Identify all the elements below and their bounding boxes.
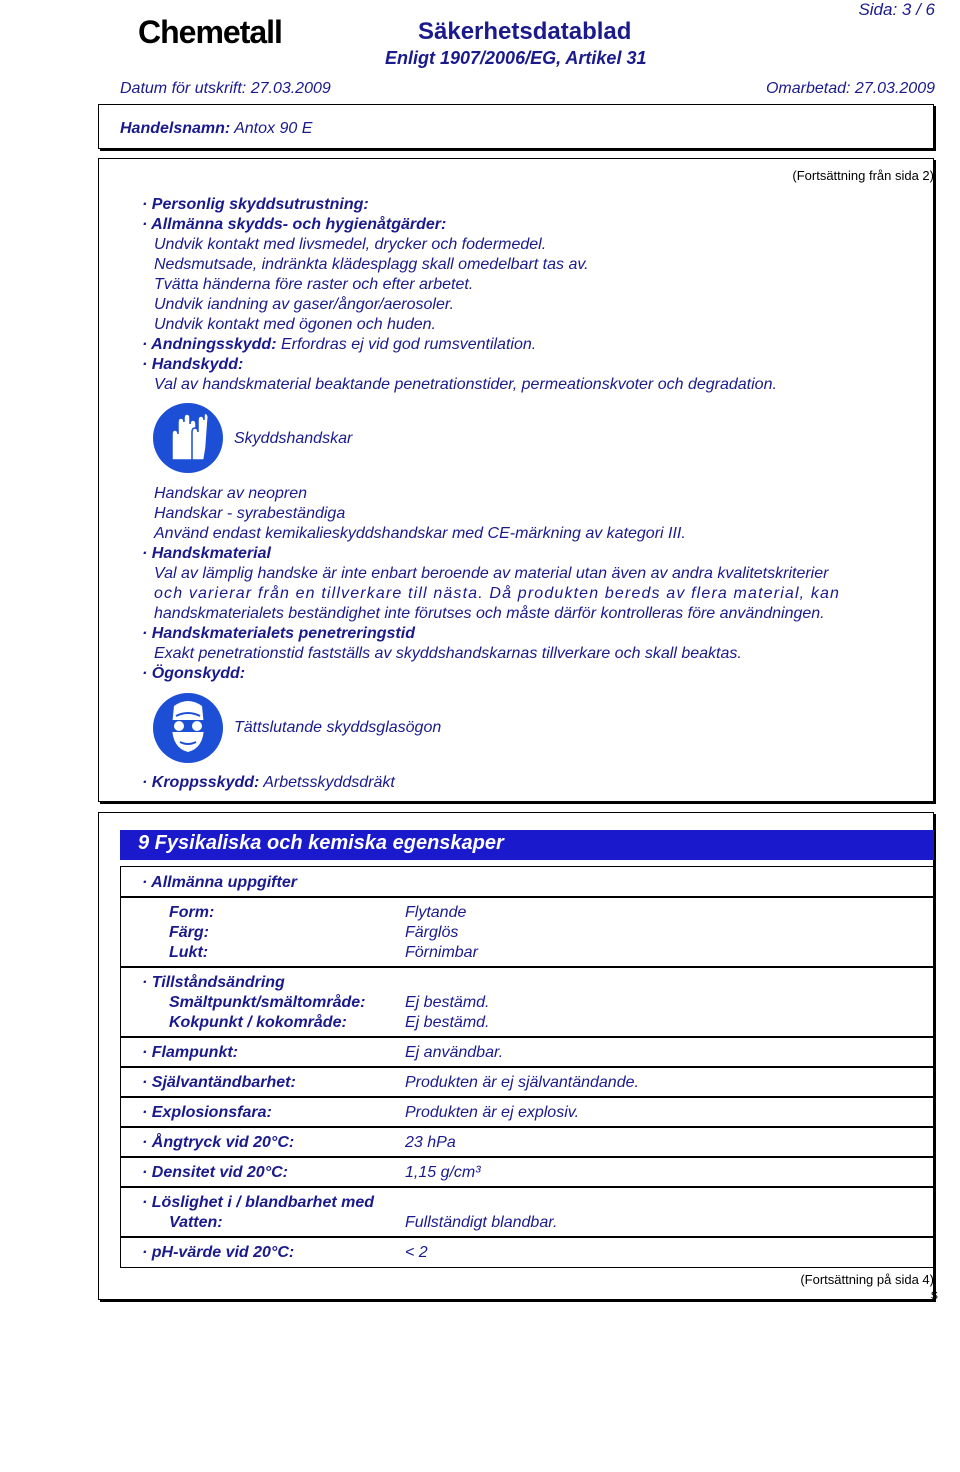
trade-name-box <box>98 104 934 149</box>
ph-value: < 2 <box>405 1244 428 1261</box>
continued-from: (Fortsättning från sida 2) <box>792 168 934 183</box>
odor-label: Lukt: <box>169 944 209 961</box>
hand-protection-label: · Handskydd: <box>142 356 244 373</box>
corner-mark: S <box>930 1290 938 1302</box>
body-protection <box>142 774 395 792</box>
page-number: Sida: 3 / 6 <box>858 0 935 19</box>
explosion-value: Produkten är ej explosiv. <box>405 1104 580 1121</box>
glove-material-line-2: och varierar från en tillverkare till nästa. Då produkten bereds av flera material, kan <box>154 585 841 602</box>
section9-title: 9 Fysikaliska och kemiska egenskaper <box>138 832 504 854</box>
glove-material-line-1: Val av lämplig handske är inte enbart beroende av material utan även av andra kvalitetskriterier <box>154 565 829 582</box>
ph-label: · pH-värde vid 20°C: <box>142 1244 295 1261</box>
document-subtitle: Enligt 1907/2006/EG, Artikel 31 <box>385 48 647 68</box>
density-label: · Densitet vid 20°C: <box>142 1164 288 1181</box>
glove-line-3: Använd endast kemikalieskyddshandskar med CE-märkning av kategori III. <box>154 525 686 542</box>
trade-name-label: Handelsnamn: <box>120 120 231 137</box>
general-line-5: Undvik kontakt med ögonen och huden. <box>154 316 436 333</box>
explosion-label: · Explosionsfara: <box>142 1104 272 1121</box>
self-ignition-value: Produkten är ej självantändande. <box>405 1074 639 1091</box>
boiling-label: Kokpunkt / kokområde: <box>169 1014 347 1031</box>
goggles-icon-label: Tättslutande skyddsglasögon <box>234 719 442 736</box>
penetration-label: · Handskmaterialets penetreringstid <box>142 625 415 642</box>
water-value: Fullständigt blandbar. <box>405 1214 558 1231</box>
glove-material-line-3: handskmaterialets beständighet inte förutses och måste därför kontrolleras före användningen. <box>154 605 825 622</box>
safety-goggles-icon <box>152 692 224 764</box>
water-label: Vatten: <box>169 1214 223 1231</box>
glove-material-label: · Handskmaterial <box>142 545 271 562</box>
general-measures-heading: · Allmänna skydds- och hygienåtgärder: <box>142 216 447 233</box>
breathing-protection <box>142 336 536 354</box>
body-text: Arbetsskyddsdräkt <box>263 774 395 791</box>
self-ignition-label: · Självantändbarhet: <box>142 1074 296 1091</box>
continued-to: (Fortsättning på sida 4) <box>800 1272 934 1287</box>
state-change-label: · Tillståndsändring <box>142 974 285 991</box>
color-label: Färg: <box>169 924 209 941</box>
density-value: 1,15 g/cm³ <box>405 1164 481 1181</box>
form-label: Form: <box>169 904 215 921</box>
document-title: Säkerhetsdatablad <box>418 18 632 45</box>
general-line-2: Nedsmutsade, indränkta klädesplagg skall omedelbart tas av. <box>154 256 589 273</box>
odor-value: Förnimbar <box>405 944 478 961</box>
breathing-label: · Andningsskydd: <box>142 336 277 353</box>
gloves-icon-label: Skyddshandskar <box>234 430 353 447</box>
trade-name-value: Antox 90 E <box>234 120 313 137</box>
color-value: Färglös <box>405 924 459 941</box>
general-line-4: Undvik iandning av gaser/ångor/aerosoler. <box>154 296 455 313</box>
vapor-pressure-label: · Ångtryck vid 20°C: <box>142 1134 295 1151</box>
flash-point-label: · Flampunkt: <box>142 1044 238 1061</box>
form-value: Flytande <box>405 904 467 921</box>
general-info-label: · Allmänna uppgifter <box>142 874 297 891</box>
general-line-1: Undvik kontakt med livsmedel, drycker och fodermedel. <box>154 236 547 253</box>
chemetall-logo: Chemetall <box>138 14 282 50</box>
row-flash-point <box>120 1036 936 1068</box>
eye-protection-label: · Ögonskydd: <box>142 665 246 682</box>
row-form-color-odor <box>120 896 936 968</box>
glove-line-1: Handskar av neopren <box>154 485 307 502</box>
vapor-pressure-value: 23 hPa <box>405 1134 456 1151</box>
flash-point-value: Ej användbar. <box>405 1044 504 1061</box>
melting-label: Smältpunkt/smältområde: <box>169 994 366 1011</box>
breathing-text: Erfordras ej vid god rumsventilation. <box>280 336 537 353</box>
revised-date: Omarbetad: 27.03.2009 <box>765 80 935 97</box>
body-label: · Kroppsskydd: <box>142 774 260 791</box>
penetration-text: Exakt penetrationstid fastställs av skyddshandskarnas tillverkare och skall beaktas. <box>154 645 742 662</box>
hand-protection-text: Val av handskmaterial beaktande penetrationstider, permeationskvoter och degradation. <box>154 376 777 393</box>
general-line-3: Tvätta händerna före raster och efter arbetet. <box>154 276 474 293</box>
protective-gloves-icon <box>152 402 224 474</box>
melting-value: Ej bestämd. <box>405 994 490 1011</box>
boiling-value: Ej bestämd. <box>405 1014 490 1031</box>
glove-line-2: Handskar - syrabeständiga <box>154 505 346 522</box>
print-date: Datum för utskrift: 27.03.2009 <box>120 80 331 97</box>
ppe-heading: · Personlig skyddsutrustning: <box>142 196 369 213</box>
solubility-label: · Löslighet i / blandbarhet med <box>142 1194 375 1211</box>
